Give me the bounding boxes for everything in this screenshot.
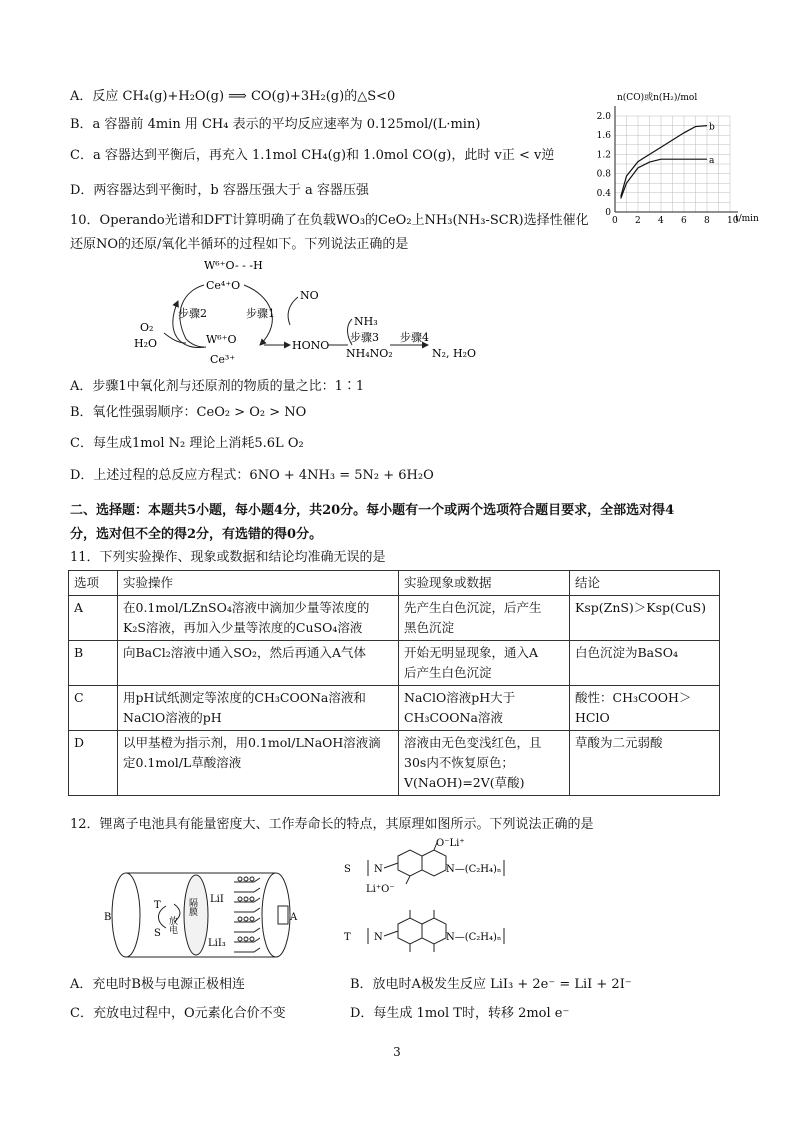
- chart-x-tick: 6: [681, 216, 687, 226]
- chart-ylabel: n(CO)或n(H₂)/mol: [617, 93, 698, 103]
- table-header-cell: 实验现象或数据: [399, 571, 570, 596]
- cell-line: 酸性：CH₃COOH＞HClO: [575, 690, 692, 725]
- battery-s-label: S: [154, 928, 161, 939]
- battery-b-label: B: [104, 912, 112, 923]
- table-row: [69, 686, 720, 731]
- diag-nh3: NH₃: [354, 315, 378, 328]
- cell-line: NaClO溶液的pH: [123, 710, 222, 725]
- chart-series-line-b: [621, 126, 707, 197]
- table-cell-opt: [69, 686, 118, 731]
- cell-line: A: [74, 600, 84, 615]
- diag-hono: HONO: [292, 339, 330, 352]
- q9-option-a: A．反应 CH₄(g)+H₂O(g) ⟹ CO(g)+3H₂(g)的△S<0: [70, 89, 396, 104]
- cell-line: Ksp(ZnS)＞Ksp(CuS): [575, 600, 706, 615]
- table-cell-op: [118, 731, 399, 796]
- cell-line: 后产生白色沉淀: [404, 665, 492, 680]
- struct-s-chain: N—(C₂H₄)ₙ: [446, 864, 502, 875]
- struct-t-label: T: [344, 932, 351, 943]
- chart-y-tick: 2.0: [596, 112, 611, 122]
- page-number: 3: [393, 1045, 401, 1059]
- cell-line: 黑色沉淀: [404, 620, 455, 635]
- cell-line: 溶液由无色变浅红色，且: [404, 735, 542, 750]
- table-cell-conc: [570, 731, 720, 796]
- cell-line: 在0.1mol/LZnSO₄溶液中滴加少量等浓度的: [123, 600, 370, 615]
- diag-step3: 步骤3: [350, 331, 379, 344]
- chart-y-tick: 1.6: [596, 131, 611, 142]
- table-cell-op: [118, 596, 399, 641]
- cell-line: 以甲基橙为指示剂，用0.1mol/LNaOH溶液滴: [123, 735, 381, 750]
- chart-x-tick: 10: [727, 216, 739, 226]
- q11-stem: 11．下列实验操作、现象或数据和结论均准确无误的是: [70, 550, 386, 565]
- cell-line: 向BaCl₂溶液中通入SO₂，然后再通入A气体: [123, 645, 367, 660]
- diag-o2: O₂: [140, 321, 154, 334]
- struct-t-n-left: N: [374, 932, 383, 943]
- chart-xlabel: t/min: [735, 214, 759, 224]
- diag-step4: 步骤4: [400, 331, 429, 344]
- table-row: [69, 641, 720, 686]
- diag-h2o: H₂O: [134, 337, 158, 350]
- table-row: [69, 731, 720, 796]
- q12-option-b: B．放电时A极发生反应 LiI₃ + 2e⁻ = LiI + 2I⁻: [350, 977, 632, 992]
- q10-stem-line1: 10．Operando光谱和DFT计算明确了在负载WO₃的CeO₂上NH₃(NH₃-SCR)选择性催化: [70, 213, 589, 228]
- table-header-cell: 结论: [570, 571, 720, 596]
- q12-stem: 12．锂离子电池具有能量密度大、工作寿命长的特点，其原理如图所示。下列说法正确的是: [70, 817, 594, 832]
- chart-series-label: a: [709, 156, 715, 167]
- cell-line: V(NaOH)=2V(草酸): [404, 775, 525, 790]
- struct-t-chain: N—(C₂H₄)ₙ: [446, 932, 502, 943]
- cell-line: CH₃COONa溶液: [404, 710, 503, 725]
- cell-line: 定0.1mol/L草酸溶液: [123, 755, 242, 770]
- table-cell-conc: [570, 686, 720, 731]
- cell-line: 白色沉淀为BaSO₄: [575, 645, 678, 660]
- q10-option-d: D．上述过程的总反应方程式：6NO + 4NH₃ = 5N₂ + 6H₂O: [70, 468, 434, 483]
- table-cell-opt: [69, 731, 118, 796]
- chart-y-tick: 0.4: [596, 188, 611, 199]
- battery-lii-label: LiI: [210, 894, 224, 905]
- table-cell-op: [118, 641, 399, 686]
- table-header-cell: 选项: [69, 571, 118, 596]
- battery-lii3-label: LiI₃: [208, 938, 226, 949]
- diag-no: NO: [300, 289, 319, 302]
- chart-x-tick: 8: [704, 216, 710, 226]
- diag-prod: N₂, H₂O: [432, 347, 477, 360]
- q9-option-c: C．a 容器达到平衡后，再充入 1.1mol CH₄(g)和 1.0mol CO(g)，此时 v正 < v逆: [70, 148, 555, 163]
- chart-y-tick: 0: [605, 208, 611, 218]
- battery-separator-label: 隔膜: [187, 898, 197, 916]
- cell-line: B: [74, 645, 84, 660]
- chart-x-tick: 4: [658, 216, 664, 226]
- cell-line: D: [74, 735, 85, 750]
- table-cell-obs: [399, 596, 570, 641]
- battery-t-label: T: [154, 900, 161, 911]
- cell-line: 先产生白色沉淀，后产生: [404, 600, 542, 615]
- battery-discharge-label: 放电: [167, 916, 177, 934]
- table-row: [69, 596, 720, 641]
- struct-oli-label: O⁻Li⁺: [436, 838, 465, 849]
- struct-s-n-left: N: [374, 864, 383, 875]
- table-header-cell: 实验操作: [118, 571, 399, 596]
- q12-option-a: A．充电时B极与电源正极相连: [70, 977, 245, 992]
- q11-table: [68, 570, 720, 796]
- cell-line: NaClO溶液pH大于: [404, 690, 516, 705]
- q9-option-b: B．a 容器前 4min 用 CH₄ 表示的平均反应速率为 0.125mol/(L·min): [70, 117, 481, 132]
- diag-top2: Ce⁴⁺O: [206, 279, 241, 292]
- table-cell-conc: [570, 596, 720, 641]
- table-header-row: [69, 571, 720, 596]
- section2-heading-line2: 分，选对但不全的得2分，有选错的得0分。: [70, 527, 323, 542]
- diag-bot1: W⁶⁺O: [206, 333, 237, 346]
- q12-option-d: D．每生成 1mol T时，转移 2mol e⁻: [350, 1006, 570, 1021]
- q10-option-b: B．氧化性强弱顺序：CeO₂ > O₂ > NO: [70, 405, 307, 420]
- q9-option-d: D．两容器达到平衡时，b 容器压强大于 a 容器压强: [70, 183, 369, 198]
- chart-y-tick: 0.8: [596, 169, 611, 180]
- diag-step1: 步骤1: [246, 307, 275, 320]
- q12-battery-diagram: [100, 860, 310, 970]
- battery-a-label: A: [290, 912, 298, 923]
- q12-structure-diagram: [340, 830, 540, 960]
- cell-line: 用pH试纸测定等浓度的CH₃COONa溶液和: [123, 690, 366, 705]
- diag-step2: 步骤2: [178, 307, 207, 320]
- table-cell-op: [118, 686, 399, 731]
- cell-line: 开始无明显现象，通入A: [404, 645, 539, 660]
- q9-chart: [585, 88, 760, 233]
- table-cell-opt: [69, 641, 118, 686]
- chart-x-tick: 0: [612, 216, 618, 226]
- cell-line: C: [74, 690, 84, 705]
- table-cell-obs: [399, 686, 570, 731]
- struct-lio-label: Li⁺O⁻: [366, 884, 395, 895]
- table-cell-conc: [570, 641, 720, 686]
- diag-top1: W⁶⁺O- - -H: [204, 259, 263, 272]
- chart-y-tick: 1.2: [596, 150, 611, 161]
- diag-bot2: Ce³⁺: [210, 353, 236, 366]
- cell-line: 30s内不恢复原色；: [404, 755, 514, 770]
- q10-stem-line2: 还原NO的还原/氧化半循环的过程如下。下列说法正确的是: [70, 237, 409, 252]
- section2-heading-line1: 二、选择题：本题共5小题，每小题4分，共20分。每小题有一个或两个选项符合题目要求，全部选对得4: [70, 503, 675, 518]
- table-cell-opt: [69, 596, 118, 641]
- chart-x-tick: 2: [635, 216, 641, 226]
- struct-s-label: S: [344, 864, 351, 875]
- chart-series-label: b: [709, 122, 715, 133]
- table-cell-obs: [399, 641, 570, 686]
- table-cell-obs: [399, 731, 570, 796]
- cell-line: 草酸为二元弱酸: [575, 735, 663, 750]
- q10-option-c: C．每生成1mol N₂ 理论上消耗5.6L O₂: [70, 436, 304, 451]
- q10-reaction-diagram: [120, 255, 500, 370]
- cell-line: K₂S溶液，再加入少量等浓度的CuSO₄溶液: [123, 620, 363, 635]
- diag-nh4no2: NH₄NO₂: [346, 347, 393, 360]
- q12-option-c: C．充放电过程中，O元素化合价不变: [70, 1006, 286, 1021]
- q10-option-a: A．步骤1中氧化剂与还原剂的物质的量之比：1∶1: [70, 379, 365, 394]
